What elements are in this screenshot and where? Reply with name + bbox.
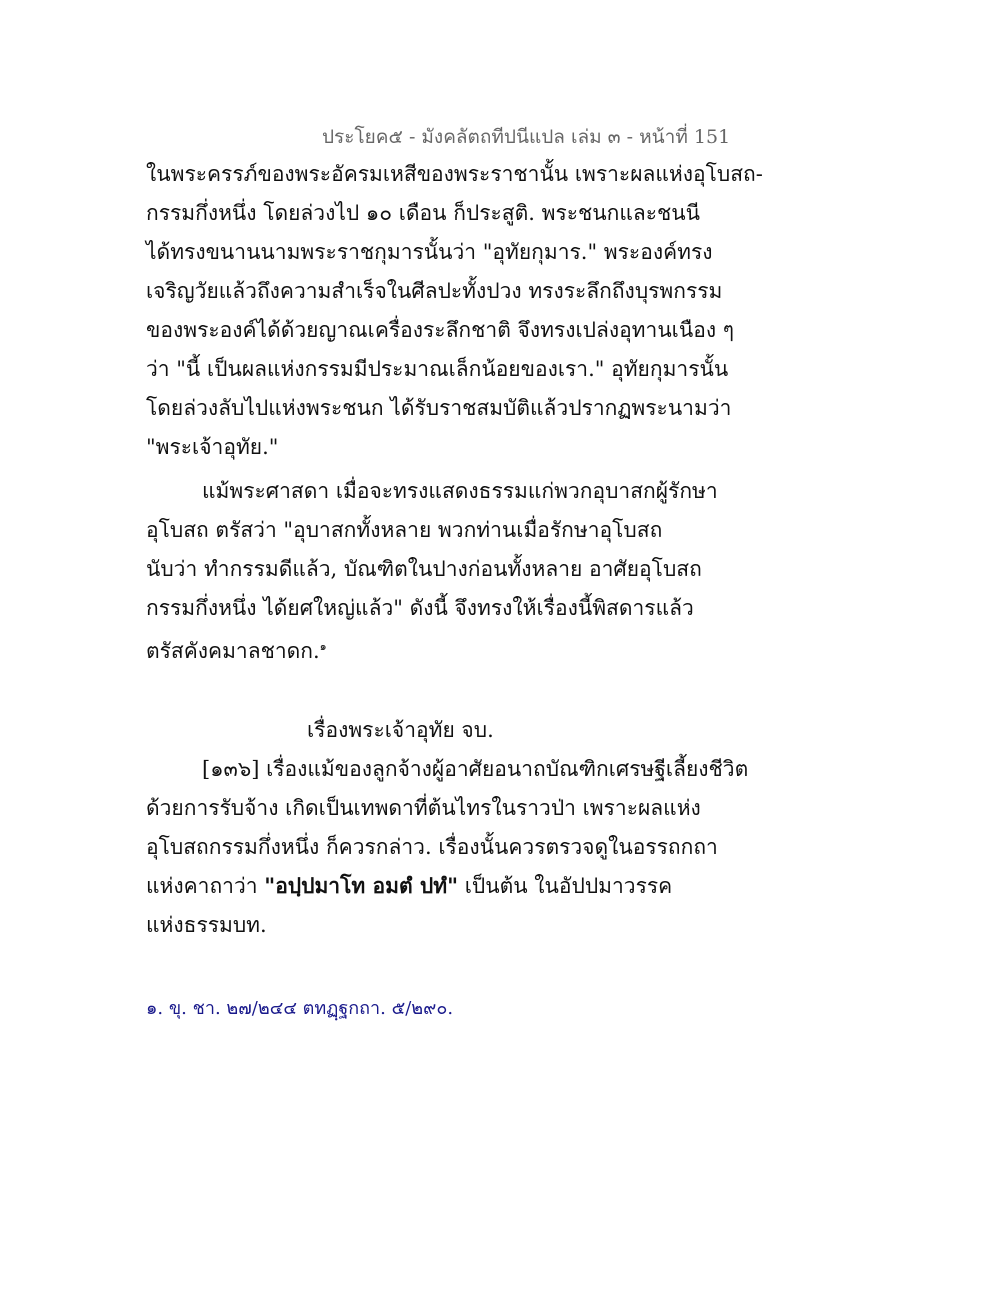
story-end-title: เรื่องพระเจ้าอุทัย จบ.	[307, 718, 494, 742]
paragraph-line: โดยล่วงลับไปแห่งพระชนก ได้รับราชสมบัติแล้วปรากฏพระนามว่า	[146, 396, 732, 420]
paragraph-line: เจริญวัยแล้วถึงความสำเร็จในศีลปะทั้งปวง ทรงระลึกถึงบุรพกรรม	[146, 279, 723, 303]
paragraph-text: แห่งคาถาว่า	[146, 874, 265, 898]
paragraph-line: นับว่า ทำกรรมดีแล้ว, บัณฑิตในปางก่อนทั้งหลาย อาศัยอุโบสถ	[146, 557, 702, 581]
paragraph-line: ในพระครรภ์ของพระอัครมเหสีของพระราชานั้น เพราะผลแห่งอุโบสถ-	[146, 162, 763, 186]
paragraph-line: "พระเจ้าอุทัย."	[146, 435, 279, 459]
footnote-marker: ๑	[319, 640, 327, 653]
paragraph-line: แห่งธรรมบท.	[146, 913, 267, 937]
pali-verse-quote: "อปฺปมาโท อมตํ ปทํ"	[264, 873, 459, 898]
paragraph-line: ของพระองค์ได้ด้วยญาณเครื่องระลึกชาติ จึงทรงเปล่งอุทานเนือง ๆ	[146, 318, 735, 342]
paragraph-line: ว่า "นี้ เป็นผลแห่งกรรมมีประมาณเล็กน้อยของเรา." อุทัยกุมารนั้น	[146, 357, 729, 381]
paragraph-line: ได้ทรงขนานนามพระราชกุมารนั้นว่า "อุทัยกุมาร." พระองค์ทรง	[146, 240, 713, 264]
running-head: ประโยค๕ - มังคลัตถทีปนีแปล เล่ม ๓ - หน้าที่ 151	[322, 126, 731, 148]
paragraph-line: อุโบสถกรรมกึ่งหนึ่ง ก็ควรกล่าว. เรื่องนั้นควรตรวจดูในอรรถกถา	[146, 835, 718, 859]
paragraph-text: ตรัสคังคมาลชาดก.	[146, 639, 320, 663]
paragraph-line: อุโบสถ ตรัสว่า "อุบาสกทั้งหลาย พวกท่านเมื่อรักษาอุโบสถ	[146, 518, 663, 542]
paragraph-line: ด้วยการรับจ้าง เกิดเป็นเทพดาที่ต้นไทรในราวป่า เพราะผลแห่ง	[146, 796, 701, 820]
footnote: ๑. ขุ. ชา. ๒๗/๒๔๔ ตทฏฺฐกถา. ๕/๒๙๐.	[146, 998, 454, 1019]
paragraph-line: กรรมกึ่งหนึ่ง ได้ยศใหญ่แล้ว" ดังนี้ จึงทรงให้เรื่องนี้พิสดารแล้ว	[146, 596, 694, 620]
paragraph-line: แม้พระศาสดา เมื่อจะทรงแสดงธรรมแก่พวกอุบาสกผู้รักษา	[202, 479, 718, 503]
paragraph-line	[146, 872, 672, 900]
paragraph-text: เป็นต้น ในอัปปมาวรรค	[458, 874, 673, 898]
paragraph-line	[146, 633, 327, 665]
paragraph-line: [๑๓๖] เรื่องแม้ของลูกจ้างผู้อาศัยอนาถบัณฑิกเศรษฐีเลี้ยงชีวิต	[202, 757, 749, 781]
paragraph-line: กรรมกึ่งหนึ่ง โดยล่วงไป ๑๐ เดือน ก็ประสูติ. พระชนกและชนนี	[146, 201, 700, 225]
